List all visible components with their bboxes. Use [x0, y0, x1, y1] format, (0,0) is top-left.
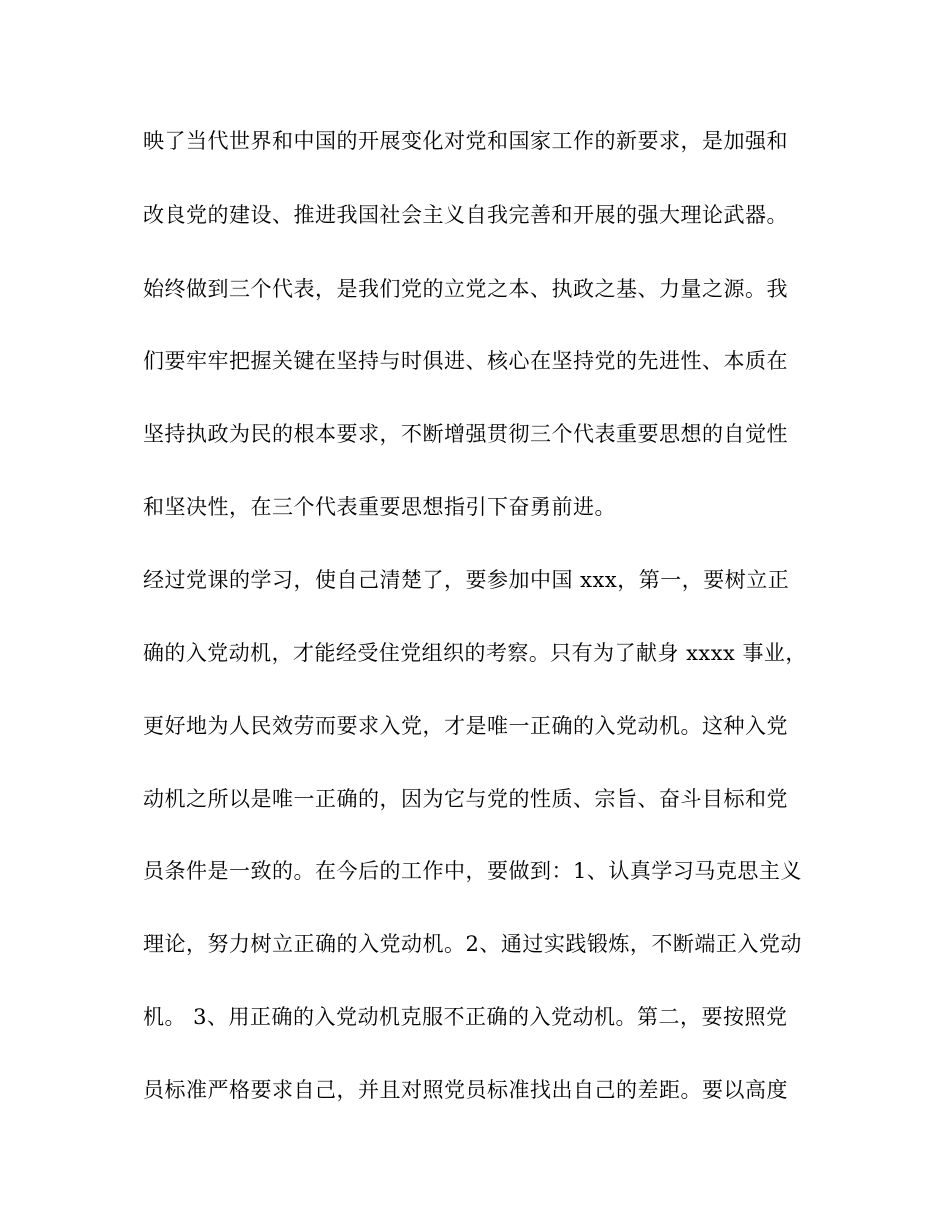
text-line: 机。 3、用正确的入党动机克服不正确的入党动机。第二，要按照党	[143, 1005, 788, 1029]
text-line: 理论，努力树立正确的入党动机。2、通过实践锻炼，不断端正入党动	[143, 932, 802, 956]
text-line: 确的入党动机，才能经受住党组织的考察。只有为了献身 xxxx 事业，	[143, 641, 807, 665]
text-line: 始终做到三个代表，是我们党的立党之本、执政之基、力量之源。我	[143, 277, 788, 301]
text-line: 坚持执政为民的根本要求，不断增强贯彻三个代表重要思想的自觉性	[143, 422, 788, 446]
text-line: 改良党的建设、推进我国社会主义自我完善和开展的强大理论武器。	[143, 203, 788, 227]
text-line: 动机之所以是唯一正确的，因为它与党的性质、宗旨、奋斗目标和党	[143, 787, 788, 811]
text-line: 们要牢牢把握关键在坚持与时俱进、核心在坚持党的先进性、本质在	[143, 349, 788, 373]
text-line: 经过党课的学习，使自己清楚了，要参加中国 xxx，第一，要树立正	[143, 568, 790, 592]
text-line: 员标准严格要求自己，并且对照党员标准找出自己的差距。要以高度	[143, 1078, 788, 1102]
text-line: 更好地为人民效劳而要求入党，才是唯一正确的入党动机。这种入党	[143, 714, 788, 738]
text-line: 和坚决性，在三个代表重要思想指引下奋勇前进。	[143, 495, 616, 519]
text-line: 员条件是一致的。在今后的工作中，要做到：1、认真学习马克思主义	[143, 859, 802, 883]
text-line: 映了当代世界和中国的开展变化对党和国家工作的新要求，是加强和	[143, 129, 788, 153]
